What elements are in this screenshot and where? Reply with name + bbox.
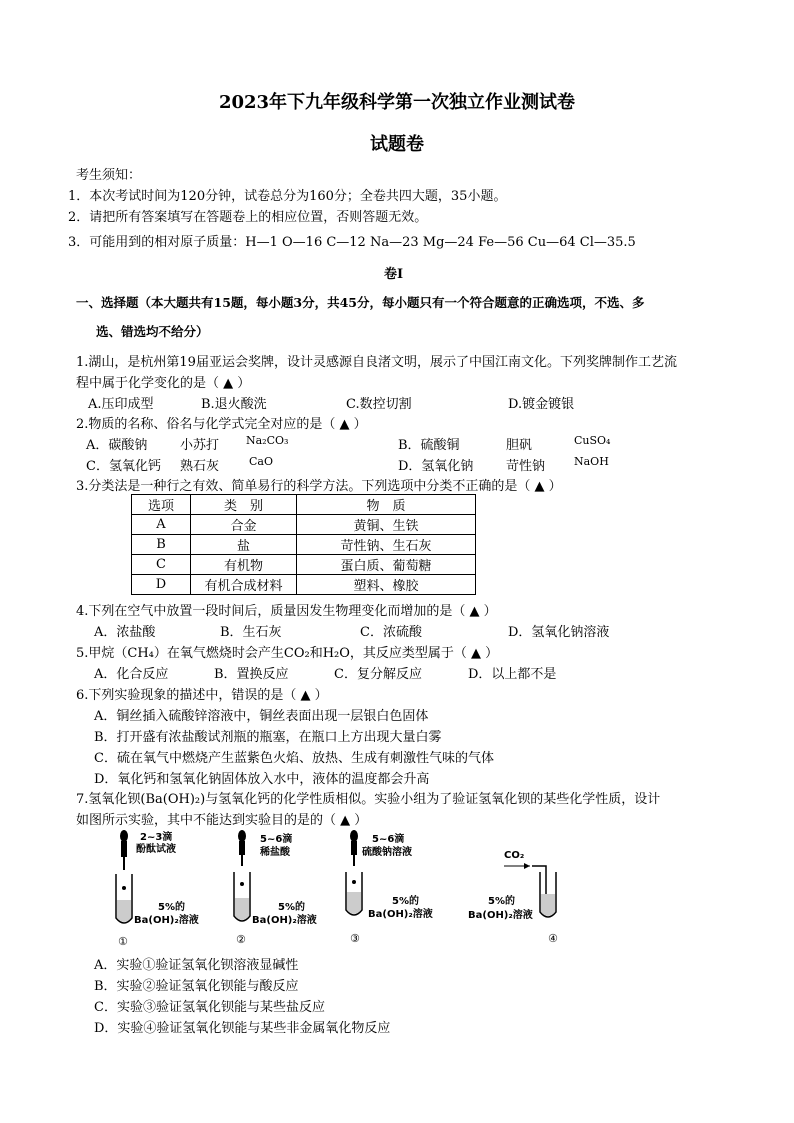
- q5-option-a: A．化合反应: [94, 667, 169, 682]
- q2-option-a-label: A．碳酸钠: [86, 438, 148, 453]
- q6-stem: 6.下列实验现象的描述中，错误的是（ ▲ ）: [76, 688, 328, 703]
- exp4-number: ④: [548, 932, 558, 945]
- exp2-solution-percent: 5%的: [278, 902, 305, 913]
- table-cell: D: [132, 575, 191, 595]
- q2-option-d-alias: 苛性钠: [506, 459, 546, 474]
- q7-stem-line1: 7.氢氧化钡(Ba(OH)₂)与氢氧化钙的化学性质相似。实验小组为了验证氢氧化钡的某些化学性质，设计: [76, 792, 661, 807]
- table-cell: 盐: [191, 535, 297, 555]
- q7-option-b: B．实验②验证氢氧化钡能与酸反应: [94, 979, 299, 994]
- exp3-solution-percent: 5%的: [392, 896, 419, 907]
- exp2-reagent-name: 稀盐酸: [260, 847, 290, 858]
- q6-option-a: A．铜丝插入硫酸锌溶液中，铜丝表面出现一层银白色固体: [94, 709, 429, 724]
- table-cell: 有机合成材料: [191, 575, 297, 595]
- q2-option-a-formula: Na₂CO₃: [246, 434, 289, 447]
- experiment-1: [116, 830, 199, 948]
- q6-option-c: C．硫在氧气中燃烧产生蓝紫色火焰、放热、生成有刺激性气味的气体: [94, 751, 494, 766]
- test-tube-icon: [116, 874, 132, 923]
- dropper-icon: [238, 830, 246, 866]
- section-heading-line2: 选、错选均不给分）: [96, 324, 209, 339]
- notice-item-3: 3．可能用到的相对原子质量：H—1 O—16 C—12 Na—23 Mg—24 Fe—56 Cu—64 Cl—35.5: [68, 235, 636, 250]
- exp2-solution-name: Ba(OH)₂溶液: [252, 915, 317, 926]
- q1-stem-line1: 1.湖山，是杭州第19届亚运会奖牌，设计灵感源自良渚文明，展示了中国江南文化。下列奖牌制作工艺流: [76, 355, 677, 370]
- table-row: [132, 555, 476, 575]
- exp2-number: ②: [236, 933, 246, 946]
- table-header-cell: 选项: [132, 495, 191, 515]
- q6-option-b: B．打开盛有浓盐酸试剂瓶的瓶塞，在瓶口上方出现大量白雾: [94, 730, 442, 745]
- q4-stem: 4.下列在空气中放置一段时间后，质量因发生物理变化而增加的是（ ▲ ）: [76, 604, 497, 619]
- q4-option-b: B．生石灰: [220, 625, 282, 640]
- exp3-reagent-amount: 5~6滴: [372, 834, 405, 845]
- table-cell: B: [132, 535, 191, 555]
- table-cell: A: [132, 515, 191, 535]
- q2-option-b-formula: CuSO₄: [574, 434, 611, 447]
- q2-option-d-label: D．氢氧化钠: [398, 459, 474, 474]
- q2-option-a-alias: 小苏打: [180, 438, 220, 453]
- exam-title: 2023年下九年级科学第一次独立作业测试卷: [218, 92, 576, 113]
- section-heading-line1: 一、选择题（本大题共有15题，每小题3分，共45分，每小题只有一个符合题意的正确选项，不选、多: [76, 295, 645, 310]
- exp4-solution-percent: 5%的: [488, 896, 515, 907]
- dropper-icon: [350, 830, 358, 866]
- table-cell: C: [132, 555, 191, 575]
- q5-option-b: B．置换反应: [214, 667, 289, 682]
- q5-option-d: D．以上都不是: [468, 667, 557, 682]
- table-cell: 苛性钠、生石灰: [297, 535, 476, 555]
- q3-classification-table: [131, 494, 476, 595]
- volume-label: 卷Ⅰ: [384, 267, 404, 282]
- q1-option-d: D.镀金镀银: [508, 397, 575, 412]
- exp3-reagent-name: 硫酸钠溶液: [362, 847, 412, 858]
- q2-option-d-formula: NaOH: [574, 455, 609, 468]
- test-tube-icon: [346, 872, 362, 915]
- q1-option-a: A.压印成型: [88, 397, 154, 412]
- table-header-row: [132, 495, 476, 515]
- table-header-cell: 类 别: [191, 495, 297, 515]
- q5-option-c: C．复分解反应: [334, 667, 422, 682]
- exp3-number: ③: [350, 932, 360, 945]
- q1-option-b: B.退火酸洗: [201, 397, 267, 412]
- q1-stem-line2: 程中属于化学变化的是（ ▲ ）: [76, 376, 251, 391]
- q2-option-b-label: B．硫酸铜: [398, 438, 460, 453]
- table-cell: 塑料、橡胶: [297, 575, 476, 595]
- q4-option-d: D．氢氧化钠溶液: [508, 625, 610, 640]
- experiment-4: [468, 850, 558, 945]
- q2-option-b-alias: 胆矾: [506, 438, 533, 453]
- test-tube-icon: [234, 872, 250, 921]
- table-row: [132, 535, 476, 555]
- notice-item-1: 1．本次考试时间为120分钟，试卷总分为160分；全卷共四大题，35小题。: [68, 189, 507, 204]
- exp1-reagent-amount: 2~3滴: [140, 832, 173, 843]
- q4-option-c: C．浓硫酸: [360, 625, 422, 640]
- q1-option-c: C.数控切割: [346, 397, 412, 412]
- exp1-solution-name: Ba(OH)₂溶液: [134, 915, 199, 926]
- test-tube-icon: [540, 872, 556, 917]
- q7-option-a: A．实验①验证氢氧化钡溶液显碱性: [94, 958, 299, 973]
- exp4-solution-name: Ba(OH)₂溶液: [468, 910, 533, 921]
- exp1-reagent-name: 酚酞试液: [136, 844, 176, 855]
- table-cell: 蛋白质、葡萄糖: [297, 555, 476, 575]
- q7-option-c: C．实验③验证氢氧化钡能与某些盐反应: [94, 1000, 325, 1015]
- q3-stem: 3.分类法是一种行之有效、简单易行的科学方法。下列选项中分类不正确的是（ ▲ ）: [76, 479, 562, 494]
- table-cell: 黄铜、生铁: [297, 515, 476, 535]
- q2-option-c-alias: 熟石灰: [180, 459, 220, 474]
- exp2-reagent-amount: 5~6滴: [260, 834, 293, 845]
- experiment-2: [234, 830, 317, 946]
- q2-stem: 2.物质的名称、俗名与化学式完全对应的是（ ▲ ）: [76, 417, 367, 432]
- exp4-gas-label: CO₂: [504, 850, 525, 861]
- q2-option-c-formula: CaO: [249, 455, 273, 468]
- exp3-solution-name: Ba(OH)₂溶液: [368, 909, 433, 920]
- q2-option-c-label: C．氢氧化钙: [86, 459, 161, 474]
- notice-item-2: 2．请把所有答案填写在答题卷上的相应位置，否则答题无效。: [68, 210, 428, 225]
- table-cell: 有机物: [191, 555, 297, 575]
- dropper-icon: [120, 830, 128, 870]
- experiment-3: [346, 830, 433, 945]
- arrow-head-icon: [524, 863, 530, 869]
- table-cell: 合金: [191, 515, 297, 535]
- q7-stem-line2: 如图所示实验，其中不能达到实验目的是的（ ▲ ）: [76, 813, 368, 828]
- q7-option-d: D．实验④验证氢氧化钡能与某些非金属氧化物反应: [94, 1021, 391, 1036]
- q4-option-a: A．浓盐酸: [94, 625, 156, 640]
- exp1-solution-percent: 5%的: [158, 902, 185, 913]
- exam-subtitle: 试题卷: [370, 134, 424, 155]
- notice-heading: 考生须知：: [76, 168, 142, 183]
- table-header-cell: 物 质: [297, 495, 476, 515]
- exp1-number: ①: [118, 935, 128, 948]
- table-row: [132, 515, 476, 535]
- q5-stem: 5.甲烷（CH₄）在氧气燃烧时会产生CO₂和H₂O，其反应类型属于（ ▲ ）: [76, 646, 499, 661]
- table-row: [132, 575, 476, 595]
- q6-option-d: D．氧化钙和氢氧化钠固体放入水中，液体的温度都会升高: [94, 772, 430, 787]
- q7-experiment-figure: [100, 828, 620, 950]
